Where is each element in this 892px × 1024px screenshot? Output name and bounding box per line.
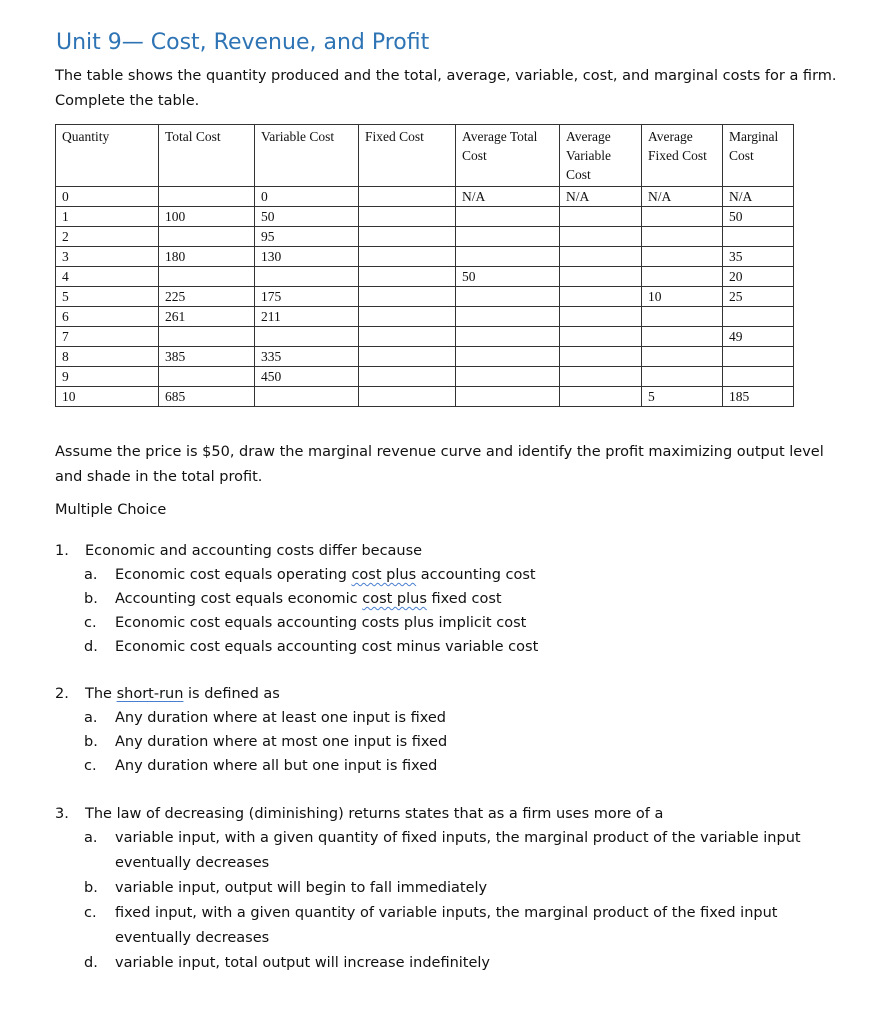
table-row	[56, 327, 794, 347]
cell-average-fixed-cost: 10	[642, 287, 723, 307]
option-item	[55, 563, 845, 587]
option-text: Any duration where at least one input is fixed	[115, 710, 447, 726]
question-2-stem-line	[55, 682, 845, 706]
table-row	[56, 347, 794, 367]
cell-total-cost	[159, 227, 255, 247]
question-2	[55, 682, 845, 778]
assume-paragraph: Assume the price is $50, draw the marginal revenue curve and identify the profit maximizing output level and shade in the total profit.	[55, 444, 824, 485]
option-text: fixed input, with a given quantity of variable inputs, the marginal product of the fixed input eventually decreases	[115, 905, 778, 946]
table-row	[56, 267, 794, 287]
cell-marginal-cost: 49	[723, 327, 794, 347]
cell-total-cost: 261	[159, 307, 255, 327]
cell-marginal-cost	[723, 307, 794, 327]
cell-average-variable-cost	[560, 307, 642, 327]
cell-average-fixed-cost	[642, 327, 723, 347]
cell-average-variable-cost	[560, 267, 642, 287]
option-letter: c.	[84, 905, 97, 921]
grammar-marked-text: cost plus	[351, 567, 417, 583]
option-item	[55, 754, 845, 778]
option-text-end: accounting cost	[416, 567, 536, 583]
cell-average-fixed-cost: N/A	[642, 187, 723, 207]
option-text: variable input, with a given quantity of fixed inputs, the marginal product of the variable input eventually decreases	[115, 830, 801, 871]
table-row	[56, 247, 794, 267]
cell-average-variable-cost	[560, 367, 642, 387]
header-total-cost: Total Cost	[159, 125, 255, 187]
cell-fixed-cost	[359, 347, 456, 367]
header-marginal-cost: Marginal Cost	[723, 125, 794, 187]
cell-marginal-cost: 185	[723, 387, 794, 407]
option-item	[55, 826, 845, 876]
cell-average-fixed-cost: 5	[642, 387, 723, 407]
cell-total-cost: 100	[159, 207, 255, 227]
cell-marginal-cost: N/A	[723, 187, 794, 207]
option-letter: a.	[84, 830, 98, 846]
option-letter: a.	[84, 710, 98, 726]
cell-quantity: 0	[56, 187, 159, 207]
cell-average-fixed-cost	[642, 267, 723, 287]
cell-variable-cost: 130	[255, 247, 359, 267]
page-title: Unit 9— Cost, Revenue, and Profit	[56, 30, 430, 55]
cell-fixed-cost	[359, 307, 456, 327]
cell-variable-cost: 211	[255, 307, 359, 327]
question-3	[55, 802, 845, 976]
option-text-end: fixed cost	[426, 591, 502, 607]
table-row	[56, 227, 794, 247]
header-average-variable-cost: Average Variable Cost	[560, 125, 642, 187]
cell-average-total-cost: N/A	[456, 187, 560, 207]
cell-average-total-cost	[456, 247, 560, 267]
option-text-start: Accounting cost equals economic	[115, 591, 363, 607]
cell-average-variable-cost	[560, 287, 642, 307]
option-item	[55, 730, 845, 754]
question-3-options	[55, 826, 845, 976]
cell-variable-cost: 50	[255, 207, 359, 227]
header-fixed-cost: Fixed Cost	[359, 125, 456, 187]
cell-total-cost: 225	[159, 287, 255, 307]
cost-table-header-row	[56, 125, 794, 187]
cell-total-cost	[159, 267, 255, 287]
header-average-total-cost: Average Total Cost	[456, 125, 560, 187]
header-quantity: Quantity	[56, 125, 159, 187]
cell-fixed-cost	[359, 367, 456, 387]
cell-variable-cost	[255, 387, 359, 407]
question-stem: The law of decreasing (diminishing) returns states that as a firm uses more of a	[85, 806, 664, 822]
option-text: variable input, total output will increase indefinitely	[115, 955, 491, 971]
question-stem-end: is defined as	[183, 686, 280, 702]
cell-average-total-cost	[456, 207, 560, 227]
cell-average-fixed-cost	[642, 367, 723, 387]
grammar-marked-text: short-run	[116, 686, 184, 702]
cell-quantity: 4	[56, 267, 159, 287]
cell-variable-cost: 175	[255, 287, 359, 307]
cell-average-variable-cost	[560, 387, 642, 407]
option-item	[55, 611, 845, 635]
question-stem-start: The	[85, 686, 117, 702]
question-number: 2.	[55, 686, 69, 702]
question-stem: Economic and accounting costs differ because	[85, 543, 423, 559]
header-variable-cost: Variable Cost	[255, 125, 359, 187]
cell-average-variable-cost	[560, 227, 642, 247]
cell-average-total-cost	[456, 387, 560, 407]
option-item	[55, 876, 845, 901]
cell-average-total-cost	[456, 367, 560, 387]
cell-average-fixed-cost	[642, 307, 723, 327]
option-letter: d.	[84, 639, 98, 655]
multiple-choice-heading: Multiple Choice	[55, 502, 167, 518]
cell-fixed-cost	[359, 287, 456, 307]
cell-average-total-cost	[456, 307, 560, 327]
cell-marginal-cost: 20	[723, 267, 794, 287]
cell-variable-cost: 95	[255, 227, 359, 247]
table-row	[56, 287, 794, 307]
cell-fixed-cost	[359, 187, 456, 207]
cell-total-cost: 385	[159, 347, 255, 367]
cell-fixed-cost	[359, 387, 456, 407]
table-row	[56, 367, 794, 387]
option-item	[55, 706, 845, 730]
table-row	[56, 387, 794, 407]
cell-total-cost	[159, 327, 255, 347]
cell-average-variable-cost	[560, 207, 642, 227]
cell-fixed-cost	[359, 247, 456, 267]
cell-average-total-cost	[456, 287, 560, 307]
question-1-stem-line	[55, 539, 845, 563]
cell-fixed-cost	[359, 327, 456, 347]
header-average-fixed-cost: Average Fixed Cost	[642, 125, 723, 187]
question-number: 1.	[55, 543, 69, 559]
option-item	[55, 901, 845, 951]
cell-marginal-cost: 25	[723, 287, 794, 307]
cell-variable-cost: 335	[255, 347, 359, 367]
cell-average-variable-cost	[560, 347, 642, 367]
cell-total-cost: 685	[159, 387, 255, 407]
cell-average-fixed-cost	[642, 227, 723, 247]
question-3-stem-line	[55, 802, 845, 826]
question-number: 3.	[55, 806, 69, 822]
cell-average-fixed-cost	[642, 347, 723, 367]
option-text: Economic cost equals accounting cost minus variable cost	[115, 639, 539, 655]
question-1	[55, 539, 845, 659]
cell-fixed-cost	[359, 227, 456, 247]
cell-average-variable-cost: N/A	[560, 187, 642, 207]
table-row	[56, 187, 794, 207]
cell-marginal-cost	[723, 227, 794, 247]
option-text: variable input, output will begin to fall immediately	[115, 880, 488, 896]
cell-quantity: 8	[56, 347, 159, 367]
cell-marginal-cost: 35	[723, 247, 794, 267]
cell-marginal-cost	[723, 367, 794, 387]
option-text: Economic cost equals accounting costs plus implicit cost	[115, 615, 527, 631]
cell-quantity: 1	[56, 207, 159, 227]
option-letter: b.	[84, 880, 98, 896]
cell-variable-cost	[255, 267, 359, 287]
option-text: Any duration where at most one input is fixed	[115, 734, 448, 750]
cell-total-cost	[159, 187, 255, 207]
question-2-options	[55, 706, 845, 778]
cell-average-total-cost	[456, 227, 560, 247]
cell-quantity: 2	[56, 227, 159, 247]
cell-variable-cost: 0	[255, 187, 359, 207]
cost-table-body	[56, 187, 794, 407]
cell-average-total-cost	[456, 327, 560, 347]
cell-average-fixed-cost	[642, 247, 723, 267]
option-item	[55, 635, 845, 659]
option-letter: d.	[84, 955, 98, 971]
cell-quantity: 3	[56, 247, 159, 267]
cell-variable-cost	[255, 327, 359, 347]
cell-quantity: 7	[56, 327, 159, 347]
cell-quantity: 9	[56, 367, 159, 387]
cell-average-variable-cost	[560, 247, 642, 267]
cell-quantity: 5	[56, 287, 159, 307]
table-row	[56, 307, 794, 327]
cell-total-cost: 180	[159, 247, 255, 267]
option-letter: c.	[84, 758, 97, 774]
cell-average-fixed-cost	[642, 207, 723, 227]
option-letter: b.	[84, 734, 98, 750]
grammar-marked-text: cost plus	[362, 591, 427, 607]
cell-variable-cost: 450	[255, 367, 359, 387]
table-row	[56, 207, 794, 227]
cell-fixed-cost	[359, 207, 456, 227]
cell-quantity: 10	[56, 387, 159, 407]
intro-paragraph: The table shows the quantity produced and the total, average, variable, cost, and marginal costs for a firm. Complete the table.	[55, 68, 837, 109]
option-text-start: Economic cost equals operating	[115, 567, 352, 583]
cell-quantity: 6	[56, 307, 159, 327]
cost-table	[55, 124, 794, 407]
cell-average-total-cost	[456, 347, 560, 367]
cell-average-variable-cost	[560, 327, 642, 347]
cell-marginal-cost: 50	[723, 207, 794, 227]
option-text: Any duration where all but one input is fixed	[115, 758, 438, 774]
cell-marginal-cost	[723, 347, 794, 367]
option-letter: a.	[84, 567, 98, 583]
option-item	[55, 587, 845, 611]
cell-average-total-cost: 50	[456, 267, 560, 287]
option-item	[55, 951, 845, 976]
option-letter: b.	[84, 591, 98, 607]
question-1-options	[55, 563, 845, 659]
cell-total-cost	[159, 367, 255, 387]
option-letter: c.	[84, 615, 97, 631]
cell-fixed-cost	[359, 267, 456, 287]
